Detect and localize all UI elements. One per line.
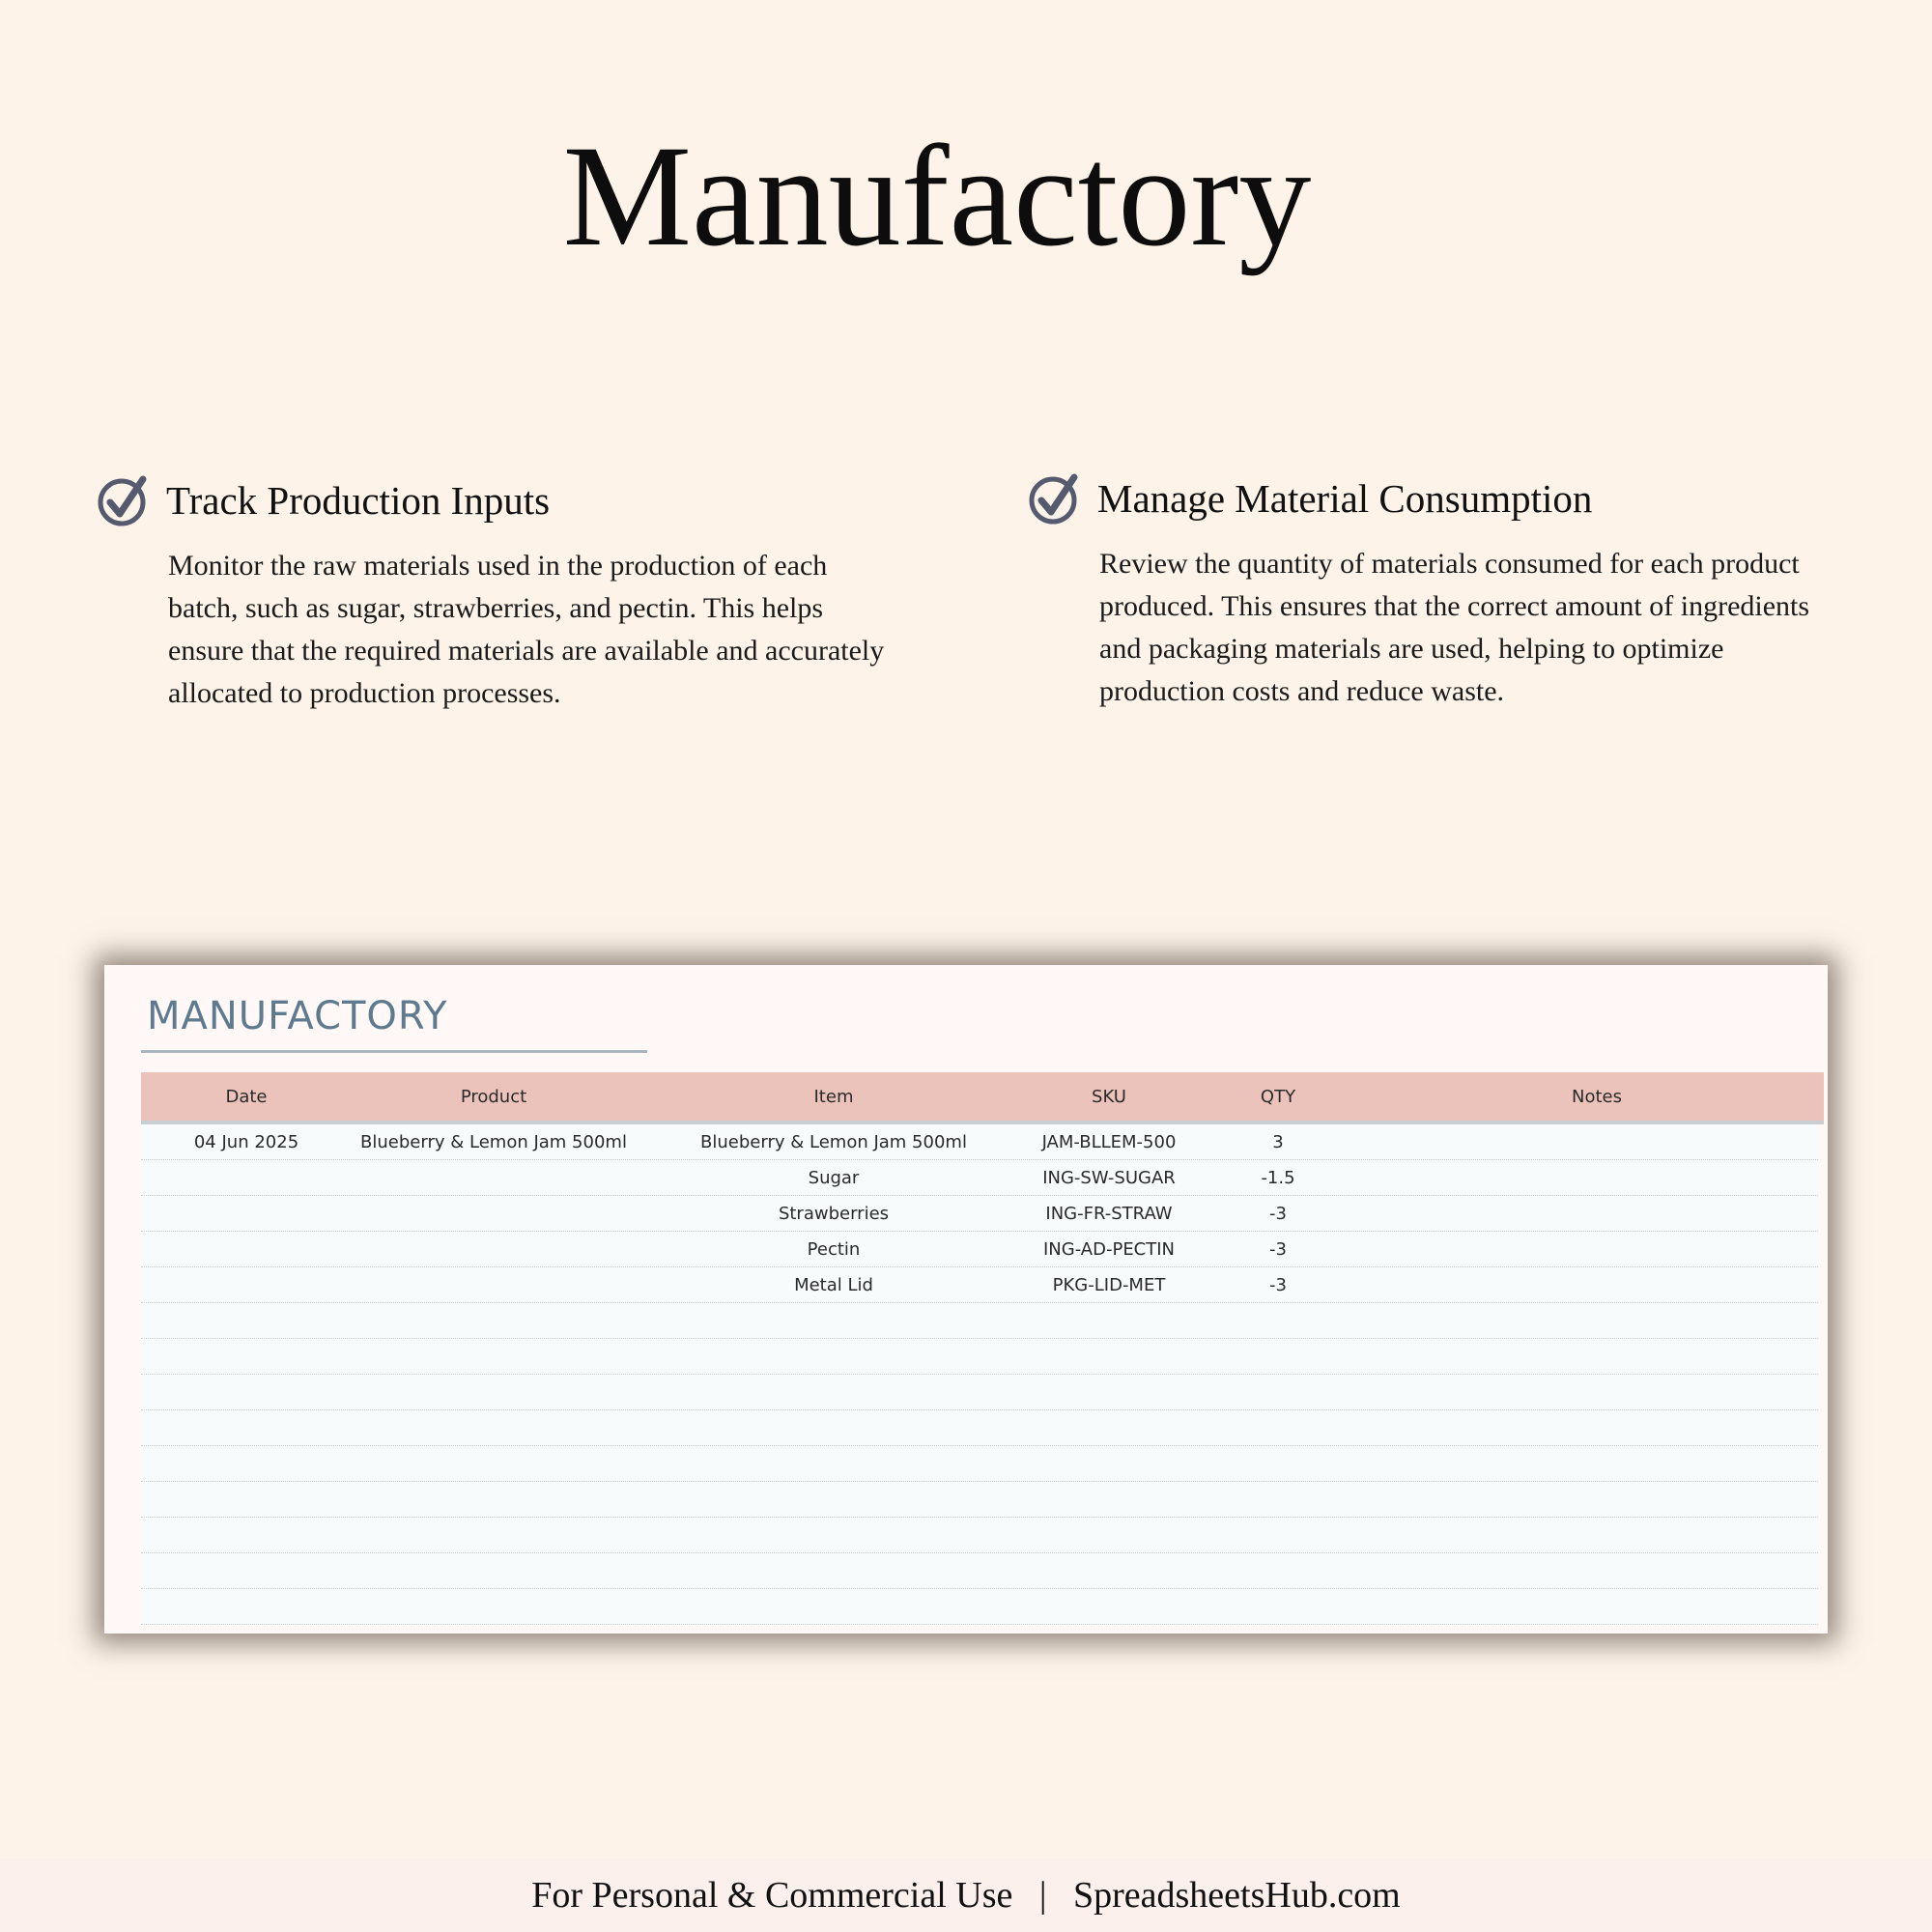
table-row	[141, 1160, 1818, 1196]
cell-item[interactable]: Metal Lid	[794, 1274, 873, 1295]
table-row	[141, 1267, 1818, 1303]
column-header-sku[interactable]: SKU	[1092, 1086, 1126, 1107]
cell-sku[interactable]: PKG-LID-MET	[1052, 1274, 1166, 1295]
cell-qty[interactable]: -3	[1269, 1238, 1287, 1260]
cell-qty[interactable]: 3	[1272, 1131, 1284, 1152]
cell-sku[interactable]: ING-SW-SUGAR	[1042, 1167, 1176, 1188]
feature-description: Review the quantity of materials consumed for each product produced. This ensures that the correct amount of ingredients and packaging materials are used, helping to optimize production costs and reduce waste.	[1099, 548, 1810, 707]
table-row	[141, 1232, 1818, 1267]
footer-separator: |	[1038, 1875, 1047, 1916]
table-row	[141, 1482, 1818, 1518]
feature-header	[97, 469, 889, 531]
column-header-item[interactable]: Item	[813, 1086, 854, 1107]
table-row	[141, 1589, 1818, 1625]
cell-qty[interactable]: -1.5	[1261, 1167, 1295, 1188]
table-row	[141, 1339, 1818, 1375]
cell-qty[interactable]: -3	[1269, 1274, 1287, 1295]
cell-item[interactable]: Pectin	[807, 1238, 861, 1260]
table-row	[141, 1375, 1818, 1410]
cell-item[interactable]: Sugar	[808, 1167, 860, 1188]
table-row	[141, 1303, 1818, 1339]
feature-header	[1028, 468, 1839, 529]
cell-date[interactable]: 04 Jun 2025	[193, 1131, 299, 1152]
footer-usage-text: For Personal & Commercial Use	[531, 1875, 1013, 1916]
cell-qty[interactable]: -3	[1269, 1203, 1287, 1224]
table-row	[141, 1410, 1818, 1446]
footer-website-link[interactable]: SpreadsheetsHub.com	[1072, 1875, 1401, 1916]
table-header-row	[141, 1072, 1824, 1124]
table-row	[141, 1124, 1818, 1160]
cell-sku[interactable]: JAM-BLLEM-500	[1041, 1131, 1177, 1152]
check-circle-icon	[1028, 471, 1082, 526]
cell-product[interactable]: Blueberry & Lemon Jam 500ml	[360, 1131, 627, 1152]
cell-item[interactable]: Strawberries	[778, 1203, 890, 1224]
table-row	[141, 1518, 1818, 1553]
sheet-title-underline	[141, 1050, 647, 1053]
table-row	[141, 1553, 1818, 1589]
feature-manage-material-consumption	[1028, 468, 1839, 713]
cell-sku[interactable]: ING-AD-PECTIN	[1042, 1238, 1176, 1260]
table-row	[141, 1446, 1818, 1482]
column-header-qty[interactable]: QTY	[1260, 1086, 1296, 1107]
feature-track-production-inputs	[97, 469, 889, 715]
check-circle-icon	[97, 473, 151, 527]
spreadsheet-preview	[104, 965, 1828, 1634]
table-body	[141, 1124, 1818, 1625]
feature-description: Monitor the raw materials used in the production of each batch, such as sugar, strawberries, and pectin. This helps ensure that the required materials are available and accurately allocated to production processes.	[168, 550, 885, 709]
feature-title: Track Production Inputs	[166, 478, 551, 523]
cell-item[interactable]: Blueberry & Lemon Jam 500ml	[700, 1131, 967, 1152]
sheet-title: MANUFACTORY	[147, 994, 448, 1038]
column-header-date[interactable]: Date	[225, 1086, 268, 1107]
table-row	[141, 1196, 1818, 1232]
feature-title: Manage Material Consumption	[1097, 476, 1593, 521]
manufactory-table	[141, 1072, 1824, 1625]
cell-sku[interactable]: ING-FR-STRAW	[1045, 1203, 1173, 1224]
page-title: Manufactory	[562, 116, 1312, 276]
footer	[0, 1859, 1932, 1932]
column-header-notes[interactable]: Notes	[1572, 1086, 1622, 1107]
column-header-product[interactable]: Product	[460, 1086, 527, 1107]
